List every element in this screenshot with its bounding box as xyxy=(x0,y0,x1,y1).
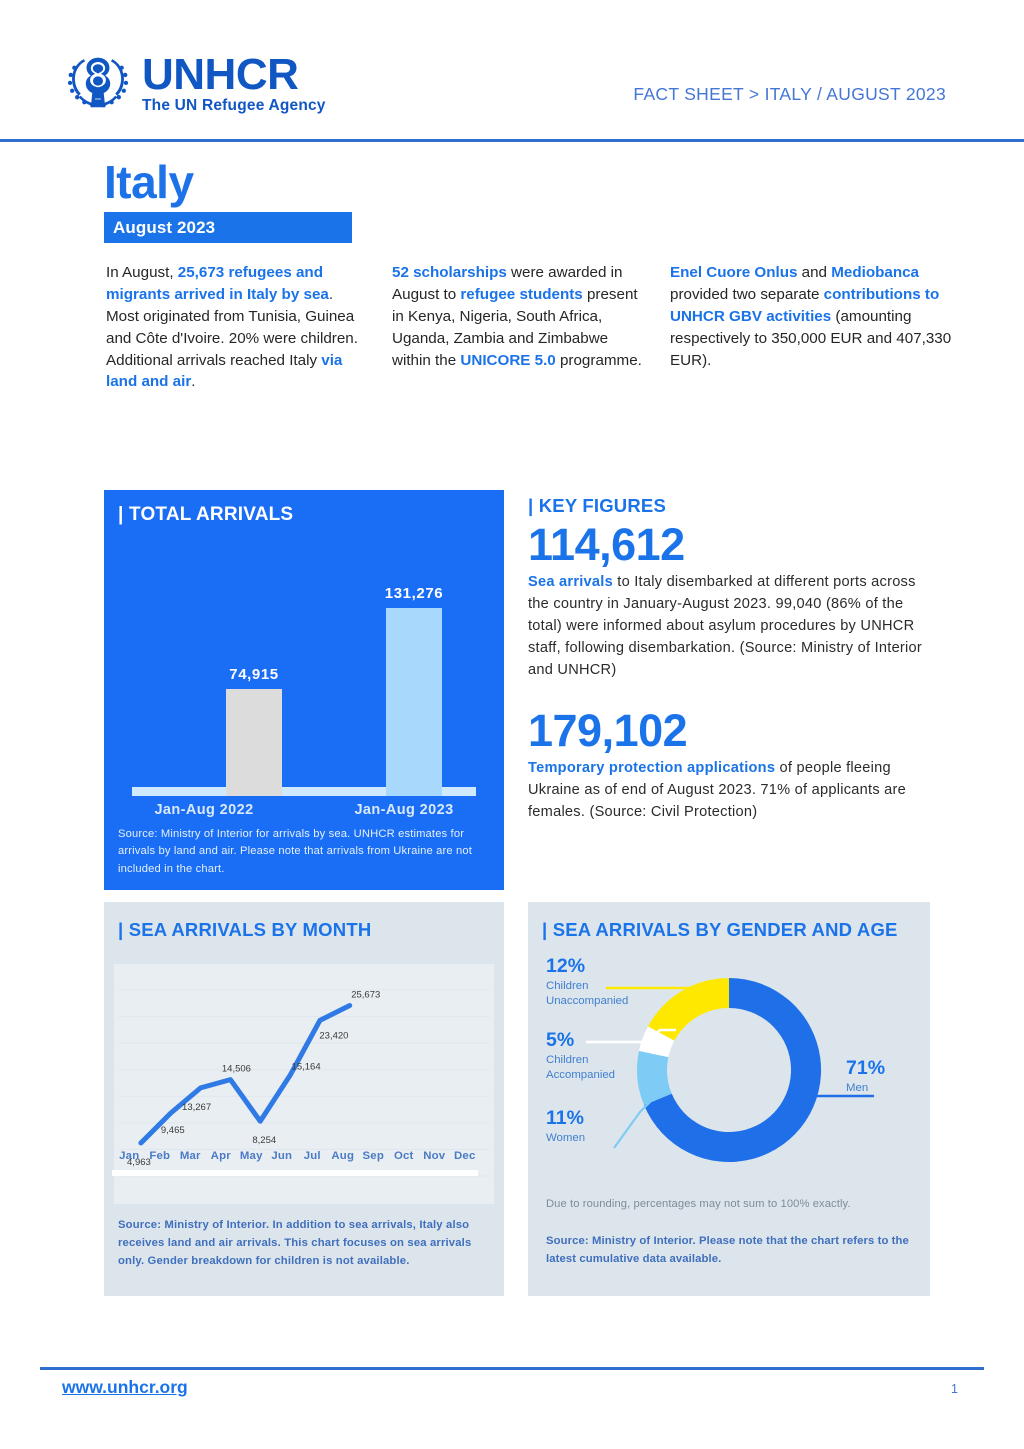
gender-source-note: Source: Ministry of Interior. Please note that the chart refers to the latest cumulative data available. xyxy=(546,1235,909,1266)
gender-donut-chart xyxy=(528,952,930,1182)
line-point-label: 14,506 xyxy=(221,1063,251,1075)
month-tick: Jul xyxy=(303,1150,321,1162)
sea-gender-header xyxy=(528,902,930,941)
intro1-text1: In August, xyxy=(106,264,178,281)
footer-page-number: 1 xyxy=(951,1382,958,1396)
logo-wordmark: UNHCR xyxy=(142,50,299,99)
month-tick: Dec xyxy=(454,1150,476,1162)
total-arrivals-title: | TOTAL ARRIVALS xyxy=(118,504,294,525)
donut-callout-children-unaccompanied xyxy=(546,956,628,1010)
month-tick: Jan xyxy=(119,1150,140,1162)
gender-rounding-note: Due to rounding, percentages may not sum to 100% exactly. xyxy=(546,1198,851,1210)
footer-website-link[interactable]: www.unhcr.org xyxy=(62,1377,188,1397)
callout-sub xyxy=(846,1081,885,1096)
month-tick: Mar xyxy=(179,1150,201,1162)
callout-sub xyxy=(546,1053,615,1083)
callout-sub-line2: Unaccompanied xyxy=(546,995,629,1008)
total-arrivals-bar-chart xyxy=(104,536,504,796)
donut-callout-men xyxy=(846,1058,885,1096)
bar-chart-x-axis xyxy=(104,802,504,818)
key-figure-1-text: to Italy disembarked at different ports across the country in January-August 2023. 99,040 (86% of the total) were informed about asylum procedures by UNHCR staff, following disembarkation. (Source: Ministry of Interior and UNHCR) xyxy=(528,573,923,679)
month-tick: Aug xyxy=(331,1150,355,1162)
intro3-highlight2: Mediobanca xyxy=(831,264,919,281)
key-figures-panel xyxy=(528,495,940,824)
total-arrivals-source-note: Source: Ministry of Interior for arrivals by sea. UNHCR estimates for arrivals by land and air. Please note that arrivals from Ukraine are not included in the chart. xyxy=(118,828,473,875)
unhcr-emblem-icon xyxy=(62,52,134,118)
month-axis-rule xyxy=(112,1170,478,1176)
sea-arrivals-month-panel xyxy=(104,902,504,1296)
sea-month-title: | SEA ARRIVALS BY MONTH xyxy=(118,919,372,940)
callout-pct: 11% xyxy=(546,1107,584,1129)
key-figure-1-highlight: Sea arrivals xyxy=(528,573,613,590)
unhcr-logo xyxy=(62,52,326,118)
month-tick: May xyxy=(239,1150,263,1162)
fact-sheet-breadcrumb: FACT SHEET > ITALY / AUGUST 2023 xyxy=(633,84,946,104)
sea-gender-title: | SEA ARRIVALS BY GENDER AND AGE xyxy=(542,919,898,940)
key-figure-1-body xyxy=(528,571,940,682)
line-point-label: 23,420 xyxy=(319,1030,349,1042)
footer-divider xyxy=(40,1367,984,1370)
intro-column-1 xyxy=(106,262,368,393)
line-chart-svg xyxy=(114,964,494,1204)
callout-sub-line2: Accompanied xyxy=(546,1069,616,1082)
total-arrivals-panel xyxy=(104,490,504,890)
key-figure-1-number: 114,612 xyxy=(528,519,685,570)
intro1-highlight1: 25,673 refugees and migrants arrived in Italy by sea xyxy=(106,264,329,303)
sea-arrivals-gender-panel xyxy=(528,902,930,1296)
line-point-label: 4,963 xyxy=(127,1157,151,1169)
intro3-text3: (amounting respectively to 350,000 EUR and 407,330 EUR). xyxy=(670,307,952,369)
intro-columns xyxy=(106,262,962,393)
callout-pct: 71% xyxy=(846,1057,886,1079)
intro2-highlight3: UNICORE 5.0 xyxy=(460,351,556,369)
key-figure-2-number: 179,102 xyxy=(528,705,688,757)
page-header xyxy=(0,0,1024,140)
sea-month-header xyxy=(104,902,504,941)
line-point-label: 9,465 xyxy=(160,1125,185,1137)
title-block xyxy=(104,158,352,243)
bar-value-2023: 131,276 xyxy=(384,585,444,602)
month-tick: Sep xyxy=(362,1150,384,1162)
callout-sub xyxy=(546,1131,585,1146)
intro1-highlight2: via land and air xyxy=(106,351,343,391)
intro3-highlight1: Enel Cuore Onlus xyxy=(670,264,798,281)
bar-xlabel-2023: Jan-Aug 2023 xyxy=(354,802,454,818)
page-title: Italy xyxy=(104,156,194,208)
month-tick: Feb xyxy=(149,1150,171,1162)
callout-sub-line1: Men xyxy=(846,1082,869,1095)
callout-sub xyxy=(546,979,628,1009)
callout-sub-line1: Children xyxy=(546,1054,589,1067)
logo-tagline: The UN Refugee Agency xyxy=(142,96,326,114)
intro3-text2: provided two separate xyxy=(670,285,824,303)
bar-rect-2022 xyxy=(226,689,282,796)
bar-group-2022 xyxy=(174,666,334,796)
callout-pct: 5% xyxy=(546,1029,575,1051)
month-tick: Apr xyxy=(210,1150,231,1162)
intro3-highlight3: contributions to UNHCR GBV activities xyxy=(670,285,940,325)
intro3-text1: and xyxy=(797,264,832,281)
key-figure-2 xyxy=(528,707,940,823)
line-point-label: 25,673 xyxy=(351,989,381,1001)
donut-callout-children-accompanied xyxy=(546,1030,615,1084)
bar-rect-2023 xyxy=(386,608,442,796)
intro2-highlight1: 52 scholarships xyxy=(392,264,507,281)
donut-callout-women xyxy=(546,1108,585,1146)
line-point-label: 8,254 xyxy=(252,1135,277,1147)
line-point-label: 15,164 xyxy=(291,1061,321,1073)
bar-value-2022: 74,915 xyxy=(229,666,279,683)
key-figure-2-text: of people fleeing Ukraine as of end of August 2023. 71% of applicants are females. (Source: Civil Protection) xyxy=(528,760,907,821)
sea-month-line-chart xyxy=(114,964,494,1204)
header-divider xyxy=(0,139,1024,142)
month-tick: Jun xyxy=(271,1150,293,1162)
intro-column-2 xyxy=(392,262,646,393)
callout-sub-line1: Children xyxy=(546,980,589,993)
intro2-text2: present in Kenya, Nigeria, South Africa, Uganda, Zambia and Zimbabwe within the xyxy=(392,285,638,369)
intro2-highlight2: refugee students xyxy=(460,285,583,303)
month-axis-labels xyxy=(114,1150,480,1162)
key-figure-2-highlight: Temporary protection applications xyxy=(528,760,776,777)
bar-group-2023 xyxy=(334,585,494,796)
sea-month-source-note: Source: Ministry of Interior. In addition to sea arrivals, Italy also receives land and air arrivals. This chart focuses on sea arrivals only. Gender breakdown for children is not available. xyxy=(118,1219,472,1268)
month-tick: Nov xyxy=(423,1150,446,1162)
month-tick: Oct xyxy=(393,1150,414,1162)
date-badge: August 2023 xyxy=(104,212,352,243)
callout-sub-line1: Women xyxy=(546,1132,586,1145)
callout-pct: 12% xyxy=(546,955,586,977)
line-point-label: 13,267 xyxy=(182,1101,212,1113)
intro-column-3 xyxy=(670,262,962,393)
key-figures-title: | KEY FIGURES xyxy=(528,495,666,516)
intro1-text2: . Most originated from Tunisia, Guinea and Côte d'Ivoire. 20% were children. Additional arrivals reached Italy xyxy=(106,285,358,369)
intro2-text3: programme. xyxy=(555,351,642,369)
key-figure-2-body xyxy=(528,757,940,824)
intro1-text3: . xyxy=(191,373,196,391)
intro2-text1: were awarded in August to xyxy=(392,264,623,303)
bar-xlabel-2022: Jan-Aug 2022 xyxy=(154,802,254,818)
